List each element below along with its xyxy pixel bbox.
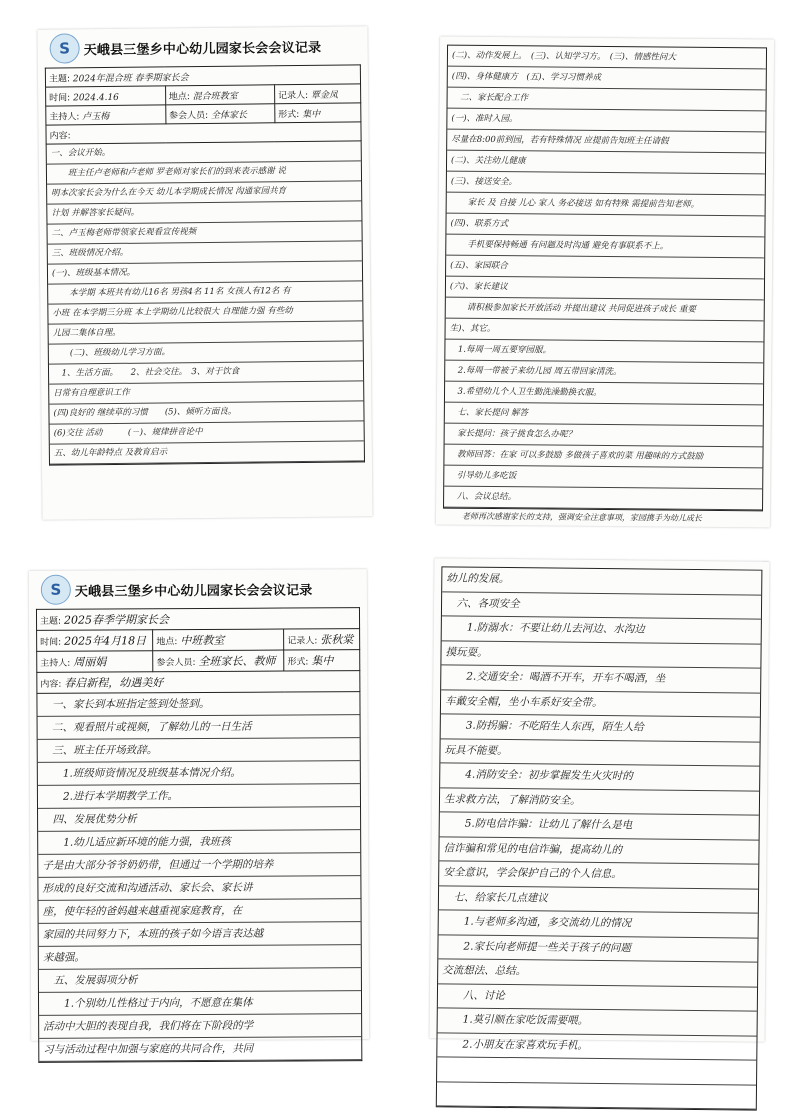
minutes-line: 来越强。: [39, 945, 361, 970]
minutes-line: 家园的共同努力下，本班的孩子如今语言表达越: [39, 922, 361, 947]
recorder-value: 覃金凤: [310, 90, 339, 101]
minutes-line: 一、会议开始。: [47, 141, 361, 164]
minutes-line: 活动中大胆的表现自我，我们将在下阶段的学: [39, 1014, 361, 1039]
minutes-line: 五、发展弱项分析: [39, 968, 361, 993]
minutes-line: 2.家长向老师提一些关于孩子的问题: [438, 935, 757, 963]
minutes-line: 生)、其它。: [445, 319, 763, 343]
theme-value: 2024年混合班 春季期家长会: [72, 72, 189, 84]
minutes-lines: [36, 692, 362, 1063]
attendees-value: 全体家长: [210, 110, 248, 121]
minutes-line: 1.个别幼儿性格过于内向，不愿意在集体: [39, 991, 361, 1016]
minutes-line: (二)、关注幼儿健康: [447, 151, 765, 175]
minutes-line: 明本次家长会为什么在今天 幼儿本学期成长情况 沟通家园共育: [47, 181, 361, 204]
sheet-title: 天峨县三堡乡中心幼儿园家长会会议记录: [83, 40, 322, 58]
minutes-line: 习与活动过程中加强与家庭的共同合作，共同: [39, 1037, 361, 1062]
minutes-line: 三、班主任开场致辞。: [38, 738, 360, 763]
minutes-line: [437, 1082, 756, 1110]
minutes-line: 3.防拐骗：不吃陌生人东西，陌生人给: [441, 714, 760, 742]
minutes-lines: [443, 45, 767, 512]
minutes-line: 四、发展优势分析: [38, 807, 360, 832]
minutes-line: (三)、接送安全。: [447, 172, 765, 196]
minutes-line: 1.防溺水：不要让幼儿去河边、水沟边: [442, 616, 761, 644]
minutes-line: 1.与老师多沟通，多交流幼儿的情况: [439, 910, 758, 938]
minutes-line: 日常有自理意识工作: [49, 381, 363, 404]
minutes-line: 1.班级师资情况及班级基本情况介绍。: [38, 761, 360, 786]
place-value: 混合班教室: [192, 91, 238, 102]
sheet-title: 天峨县三堡乡中心幼儿园家长会会议记录: [74, 582, 313, 600]
place-label: 地点:: [156, 637, 178, 648]
time-value: 2024.4.16: [73, 92, 119, 103]
record-sheet-3: [29, 569, 369, 1056]
minutes-line: 生求救方法，了解消防安全。: [440, 788, 759, 816]
minutes-line: 家长 及 自接 儿心 家人 务必接送 如有特殊 需提前告知老师。: [447, 193, 765, 217]
minutes-line: 尽量在8:00前到园，若有特殊情况 应提前告知班主任请假: [447, 130, 765, 154]
theme-value: 2025春季学期家长会: [63, 613, 169, 627]
attendees-value: 全班家长、教师: [198, 654, 276, 669]
minutes-line: 教师回答：在家 可以多鼓励 多做孩子喜欢的菜 用趣味的方式鼓励: [444, 445, 762, 469]
recorder-label: 记录人:: [278, 90, 309, 101]
place-value: 中班教室: [180, 633, 225, 648]
minutes-line: 八、讨论: [438, 984, 757, 1012]
place-label: 地点:: [168, 91, 190, 102]
minutes-line: 六、各项安全: [442, 592, 761, 620]
form-label: 形式:: [278, 109, 300, 120]
record-sheet-4: [429, 558, 769, 1052]
minutes-line: (四)、联系方式: [446, 214, 764, 238]
content-label: 内容:: [49, 130, 71, 142]
sheet-header: [29, 569, 367, 609]
minutes-line: (五)、家园联合: [446, 256, 764, 280]
form-value: 集中: [311, 654, 334, 668]
minutes-lines: [436, 566, 763, 1110]
minutes-line: 2.小朋友在家喜欢玩手机。: [437, 1033, 756, 1061]
minutes-line: 1.莫引顺在家吃饭需要喂。: [438, 1008, 757, 1036]
minutes-line: 4.消防安全：初步掌握发生火灾时的: [440, 763, 759, 791]
minutes-line: 计划 并解答家长疑问。: [47, 201, 361, 224]
minutes-line: 2.交通安全：喝酒不开车，开车不喝酒，坐: [441, 665, 760, 693]
minutes-line: 请积极参加家长开放活动 并提出建议 共同促进孩子成长 重要: [446, 298, 764, 322]
theme-label: 主题:: [48, 73, 71, 85]
attendees-label: 参会人员:: [168, 110, 209, 121]
minutes-line: 5.防电信诈骗：让幼儿了解什么是电: [440, 812, 759, 840]
attendees-label: 参会人员:: [156, 658, 196, 669]
minutes-lines: [46, 141, 365, 465]
host-value: 周丽娟: [73, 655, 107, 669]
minutes-line: 交流想法、总结。: [438, 959, 757, 987]
minutes-line: 车戴安全帽，坐小车系好安全带。: [441, 690, 760, 718]
form-value: 集中: [302, 109, 321, 120]
host-label: 主持人:: [40, 658, 71, 669]
kindergarten-logo-icon: S: [41, 575, 71, 605]
minutes-line: (二)、班级幼儿学习方面。: [49, 341, 363, 364]
record-sheet-1: [37, 26, 372, 519]
minutes-line: 班主任卢老师和卢老师 罗老师对家长们的到来表示感谢 说: [47, 161, 361, 184]
minutes-line: 引导幼儿多吃饭: [444, 466, 762, 490]
minutes-line: (一)、班级基本情况。: [48, 261, 362, 284]
minutes-line: 1.每周一周五要穿园服。: [445, 340, 763, 364]
minutes-line: 玩具不能要。: [440, 739, 759, 767]
sheet-header: [37, 26, 367, 67]
theme-label: 主题:: [40, 616, 62, 627]
form-label: 形式:: [287, 657, 309, 668]
minutes-line: [437, 1057, 756, 1085]
time-label: 时间:: [40, 637, 62, 648]
minutes-line: (一)、准时入园。: [447, 109, 765, 133]
minutes-line: 七、给家长几点建议: [439, 886, 758, 914]
minutes-line: 座，使年轻的爸妈越来越重视家庭教育，在: [38, 899, 360, 924]
recorder-value: 张秋棠: [320, 633, 354, 647]
minutes-line: 本学期 本班共有幼儿16名 男孩4名 11名 女孩人有12名 有: [48, 281, 362, 304]
time-label: 时间:: [49, 92, 71, 104]
minutes-line: 3.希望幼儿个人卫生勤洗澡勤换衣服。: [445, 382, 763, 406]
minutes-line: 摸玩耍。: [441, 641, 760, 669]
host-label: 主持人:: [49, 111, 80, 123]
content-value: 春启新程，幼遇美好: [64, 676, 164, 690]
minutes-line: (6)交往 活动 (ㄧ)、规律拼音论中: [50, 421, 364, 444]
meta-table: [45, 64, 362, 144]
minutes-line: 二、卢玉梅老师带领家长观看宣传视频: [47, 221, 361, 244]
minutes-line: (四)良好的 继续草的习惯 (5)、倾听方面良。: [49, 401, 363, 424]
minutes-line: 1、生活方面。 2、社会交往。 3、对于饮食: [49, 361, 363, 384]
minutes-line: 五、幼儿年龄特点 及教育启示: [50, 441, 364, 464]
minutes-line: 二、观看照片或视频，了解幼儿的一日生活: [38, 715, 360, 740]
minutes-line: 2.进行本学期教学工作。: [38, 784, 360, 809]
minutes-line: (四)、身体健康方 (五)、学习习惯养成: [448, 67, 766, 91]
minutes-line: 手机要保持畅通 有问题及时沟通 避免有事联系不上。: [446, 235, 764, 259]
record-sheet-2: [436, 37, 774, 528]
minutes-line: 1.幼儿适应新环境的能力强，我班孩: [38, 830, 360, 855]
minutes-line: 2.每周一带被子来幼儿园 周五带回家清洗。: [445, 361, 763, 385]
minutes-line: 子是由大部分爷爷奶奶带，但通过一个学期的培养: [38, 853, 360, 878]
recorder-label: 记录人:: [287, 636, 318, 647]
minutes-footer-line: 老师再次感谢家长的支持，强调安全注意事项，家园携手为幼儿成长: [445, 511, 702, 523]
minutes-line: 二、家长配合工作: [448, 88, 766, 112]
minutes-line: (六)、家长建议: [446, 277, 764, 301]
minutes-line: 信诈骗和常见的电信诈骗，提高幼儿的: [439, 837, 758, 865]
minutes-line: 家长提问：孩子挑食怎么办呢？: [445, 424, 763, 448]
kindergarten-logo-icon: S: [49, 33, 79, 63]
minutes-line: 幼儿的发展。: [442, 567, 761, 595]
meta-table: [36, 607, 360, 694]
minutes-line: 一、家长到本班指定签到处签到。: [37, 692, 359, 717]
host-value: 卢玉梅: [82, 111, 110, 122]
minutes-line: (二)、动作发展上。 (三)、认知学习方。 (三)、情感性问大: [448, 46, 766, 70]
time-value: 2025年4月18日: [64, 634, 147, 648]
minutes-line: 小班 在本学期三分班 本上学期幼儿比较很大 自理能力强 有些幼: [48, 301, 362, 324]
minutes-line: 形成的良好交流和沟通活动、家长会、家长讲: [38, 876, 360, 901]
minutes-line: 三、班级情况介绍。: [48, 241, 362, 264]
minutes-line: 七、家长提问 解答: [445, 403, 763, 427]
content-label: 内容:: [40, 679, 62, 690]
minutes-line: 儿园二集体自理。: [49, 321, 363, 344]
minutes-line: 八、会议总结。: [444, 487, 762, 511]
minutes-line: 安全意识，学会保护自己的个人信息。: [439, 861, 758, 889]
